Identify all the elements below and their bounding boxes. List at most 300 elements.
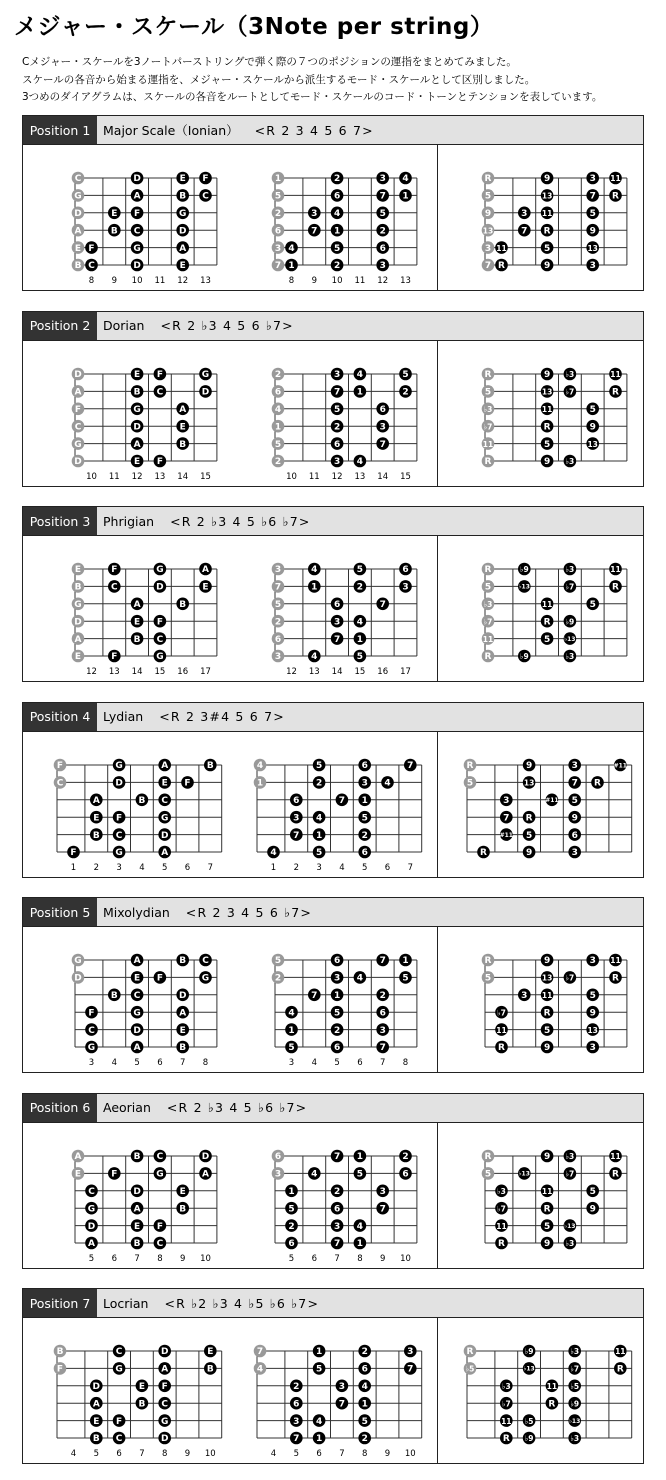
note-label: 6 — [571, 830, 578, 841]
position-diagrams — [23, 927, 643, 1073]
note-label: 5 — [589, 1186, 596, 1197]
position-header — [23, 1094, 643, 1123]
note-label: D — [133, 261, 141, 272]
note-label: D — [133, 1186, 141, 1197]
note-label: R — [543, 226, 551, 237]
fret-number: 8 — [157, 1253, 163, 1264]
note-label: 1 — [333, 991, 341, 1001]
note-label: 5 — [484, 973, 492, 984]
note-label: 3 — [333, 617, 341, 628]
note-label: ♭3 — [565, 1238, 575, 1248]
degree-diagram — [272, 172, 417, 286]
note-label: 7 — [521, 226, 528, 237]
fret-number: 11 — [154, 276, 166, 286]
note-label: A — [133, 1203, 141, 1214]
note-label: F — [111, 565, 118, 576]
note-label: 11 — [610, 1151, 621, 1161]
fret-number: 12 — [177, 276, 189, 286]
fret-number: 2 — [93, 862, 100, 873]
note-label: 7 — [274, 582, 282, 593]
note-label: 2 — [333, 1025, 341, 1036]
note-label: 5 — [315, 1364, 323, 1375]
note-label: 11 — [610, 956, 621, 966]
fret-number: 12 — [377, 276, 389, 286]
note-label: 5 — [466, 778, 474, 789]
note-label: A — [202, 1169, 209, 1180]
note-label: 5 — [361, 812, 368, 823]
note-label: 3 — [589, 956, 596, 967]
note-label: R — [594, 778, 601, 789]
note-label: 11 — [541, 404, 553, 414]
note-label: B — [179, 956, 187, 967]
note-label: C — [88, 261, 95, 272]
fret-number: 8 — [202, 1058, 209, 1068]
note-label: C — [202, 191, 209, 202]
note-label: 3 — [293, 1416, 300, 1427]
note-label: R — [612, 191, 619, 202]
note-label: 1 — [288, 1025, 295, 1036]
note-label: E — [179, 421, 186, 432]
note-label: G — [115, 1364, 123, 1375]
fret-number: 15 — [154, 667, 166, 677]
note-label: ♭9 — [524, 1434, 534, 1444]
fret-number: 16 — [377, 667, 389, 677]
note-label: 7 — [407, 1364, 414, 1375]
note-label: 2 — [379, 226, 386, 237]
fret-number: 3 — [316, 862, 322, 873]
degree-diagram — [272, 367, 417, 481]
note-label: 7 — [484, 261, 492, 272]
note-label: ♭3 — [497, 1186, 506, 1196]
note-label: 3 — [293, 812, 300, 823]
note-diagram — [72, 367, 217, 481]
note-label: 3 — [521, 209, 528, 219]
note-label: 5 — [543, 243, 551, 254]
note-label: 7 — [589, 191, 596, 202]
note-label: F — [88, 1008, 95, 1019]
note-label: 2 — [379, 991, 386, 1001]
note-label: E — [134, 369, 141, 380]
note-label: 11 — [541, 209, 553, 218]
note-label: 2 — [333, 1186, 341, 1197]
note-label: 9 — [543, 1238, 551, 1249]
mode-name: Locrian — [103, 1295, 149, 1311]
fretboard-diagrams — [23, 927, 643, 1073]
note-label: ♭13 — [564, 1222, 576, 1230]
note-label: 6 — [361, 1364, 368, 1375]
note-label: ♭9 — [519, 652, 529, 662]
fret-number: 12 — [286, 667, 297, 677]
note-label: 1 — [274, 174, 282, 185]
note-label: B — [56, 1347, 64, 1358]
note-label: ♭7 — [565, 1169, 575, 1179]
fret-number: 10 — [400, 1253, 411, 1264]
intro-text — [22, 54, 602, 107]
note-label: ♭3 — [565, 369, 575, 379]
note-label: B — [92, 830, 100, 841]
note-label: 4 — [356, 973, 364, 984]
note-label: E — [134, 617, 141, 628]
note-label: F — [116, 812, 123, 823]
note-label: R — [484, 174, 492, 185]
note-label: 1 — [315, 1434, 323, 1445]
fret-number: 9 — [184, 1449, 191, 1459]
note-label: ♭5 — [465, 1364, 475, 1374]
note-label: 7 — [274, 261, 282, 272]
fret-number: 5 — [161, 862, 168, 873]
fret-number: 7 — [207, 862, 214, 873]
note-label: 9 — [543, 1043, 551, 1054]
note-label: A — [133, 191, 141, 202]
note-label: B — [110, 226, 118, 237]
note-label: ♭7 — [483, 617, 493, 627]
note-label: 13 — [541, 191, 553, 201]
position-header — [23, 703, 643, 732]
note-label: ♭3 — [483, 404, 493, 414]
note-label: 3 — [333, 1221, 341, 1232]
intro-line: スケールの各音から始まる運指を、メジャー・スケールから派生するモード・スケールとして区別しました。 — [22, 73, 536, 86]
note-label: 11 — [541, 1186, 553, 1196]
interval-diagram — [464, 1345, 632, 1445]
note-label: F — [156, 617, 163, 628]
note-label: 6 — [274, 226, 282, 237]
note-label: C — [56, 778, 64, 789]
intro-line: 3つめのダイアグラムは、スケールの各音をルートとしてモード・スケールのコード・トーンとテンションを表しています。 — [22, 91, 603, 103]
fret-number: 13 — [354, 471, 366, 482]
note-label: B — [133, 634, 141, 645]
fret-number: 10 — [286, 471, 297, 482]
note-label: C — [115, 1434, 123, 1445]
note-label: 2 — [333, 174, 341, 185]
note-label: 11 — [541, 991, 553, 1000]
note-label: G — [201, 369, 210, 380]
position-diagrams — [23, 341, 643, 487]
note-diagram — [54, 758, 222, 872]
fret-number: 5 — [134, 1058, 140, 1068]
note-label: D — [201, 387, 210, 398]
note-label: E — [138, 1382, 145, 1392]
fret-number: 10 — [204, 1449, 216, 1459]
note-label: C — [156, 1238, 164, 1249]
fret-number: 2 — [293, 862, 300, 873]
mode-formula: <R 2 3#4 5 6 7> — [159, 709, 285, 724]
note-label: 5 — [543, 439, 551, 450]
note-label: 6 — [333, 600, 341, 610]
fret-number: 13 — [200, 276, 211, 286]
fret-number: 7 — [334, 1253, 340, 1264]
note-label: D — [156, 582, 164, 593]
note-label: E — [134, 973, 141, 984]
note-label: E — [207, 1347, 214, 1358]
note-label: C — [115, 830, 123, 841]
interval-diagram — [482, 172, 627, 272]
note-label: 11 — [482, 634, 494, 644]
position-diagrams — [23, 536, 643, 682]
note-label: 6 — [333, 956, 341, 967]
note-label: 2 — [274, 617, 282, 628]
fretboard-diagrams — [23, 732, 643, 878]
note-label: 5 — [274, 439, 282, 450]
note-label: 5 — [543, 1221, 551, 1232]
note-label: 2 — [356, 582, 364, 593]
fret-number: 6 — [157, 1058, 163, 1068]
note-label: 11 — [482, 439, 494, 449]
fret-number: 3 — [88, 1058, 95, 1068]
mode-name: Major Scale（Ionian） — [103, 123, 239, 138]
fret-number: 10 — [331, 276, 343, 286]
note-label: ♭9 — [519, 565, 529, 575]
fret-number: 8 — [88, 276, 95, 286]
fret-number: 6 — [384, 862, 391, 873]
mode-name: Aeorian — [103, 1100, 151, 1115]
note-label: F — [56, 760, 64, 771]
fret-number: 11 — [108, 471, 120, 482]
note-label: C — [156, 387, 164, 398]
note-label: E — [93, 1416, 100, 1427]
note-label: F — [202, 174, 209, 185]
position-header — [23, 312, 643, 341]
fret-number: 4 — [270, 1449, 277, 1459]
note-label: E — [74, 1169, 82, 1180]
note-label: 9 — [589, 226, 596, 237]
note-label: G — [179, 209, 187, 219]
note-label: 4 — [311, 1169, 318, 1180]
position-header — [23, 507, 643, 536]
note-label: 7 — [571, 778, 578, 789]
note-label: A — [74, 226, 82, 237]
note-label: D — [74, 209, 82, 219]
note-label: 1 — [356, 387, 364, 398]
fret-number: 4 — [339, 862, 345, 873]
note-label: E — [111, 209, 118, 219]
note-label: 5 — [402, 973, 409, 984]
fret-number: 14 — [377, 471, 389, 482]
note-label: 5 — [288, 1203, 295, 1214]
fret-number: 6 — [111, 1253, 118, 1264]
note-label: ♭3 — [570, 1347, 580, 1357]
note-label: R — [484, 956, 492, 967]
note-label: R — [612, 973, 619, 984]
note-label: B — [133, 1238, 141, 1249]
note-label: A — [133, 600, 141, 610]
fret-number: 8 — [161, 1449, 168, 1459]
fret-number: 4 — [70, 1449, 77, 1459]
mode-formula: <R 2 ♭3 4 5 ♭6 ♭7> — [166, 1100, 308, 1115]
note-label: 3 — [589, 174, 596, 185]
note-label: 2 — [315, 778, 323, 789]
note-label: R — [484, 456, 492, 467]
note-label: 4 — [333, 209, 341, 219]
note-label: 13 — [482, 226, 494, 236]
note-label: G — [74, 600, 82, 610]
note-label: 7 — [338, 795, 346, 806]
note-label: 13 — [541, 973, 553, 983]
note-label: ♭7 — [497, 1008, 506, 1018]
note-label: 1 — [311, 582, 318, 593]
note-label: A — [133, 1043, 141, 1054]
interval-diagram — [482, 954, 627, 1054]
note-label: 2 — [274, 456, 282, 467]
note-label: B — [206, 760, 214, 771]
position-label: Position 6 — [23, 1094, 97, 1122]
note-label: C — [156, 1151, 164, 1162]
note-label: E — [179, 261, 186, 272]
fret-number: 7 — [339, 1449, 345, 1459]
note-label: 3 — [379, 1025, 386, 1036]
mode-name: Phrigian — [103, 513, 155, 529]
note-label: 1 — [274, 421, 282, 432]
note-label: B — [206, 1364, 214, 1375]
note-label: 6 — [402, 1169, 409, 1180]
note-label: 3 — [274, 565, 282, 576]
note-label: 4 — [402, 174, 409, 185]
note-label: F — [156, 973, 163, 984]
note-label: C — [88, 1025, 95, 1036]
fret-number: 6 — [357, 1058, 363, 1068]
note-diagram — [54, 1345, 222, 1459]
note-label: 5 — [571, 795, 578, 806]
note-label: 7 — [293, 1434, 300, 1445]
degree-diagram — [272, 563, 417, 677]
note-label: 5 — [333, 243, 341, 254]
note-label: ♭3 — [565, 652, 575, 662]
note-label: 3 — [571, 760, 578, 771]
note-label: 3 — [379, 1186, 386, 1197]
note-label: 5 — [543, 1025, 551, 1036]
note-label: 6 — [361, 847, 368, 858]
note-label: 1 — [288, 261, 295, 272]
note-label: F — [184, 778, 191, 789]
note-label: ♭7 — [565, 973, 575, 983]
position-header — [23, 116, 643, 145]
note-label: R — [612, 582, 619, 593]
note-label: ♭7 — [497, 1203, 506, 1213]
note-label: B — [179, 600, 187, 610]
fret-number: 6 — [316, 1449, 322, 1459]
note-label: 7 — [311, 226, 318, 237]
mode-formula: <R ♭2 ♭3 4 ♭5 ♭6 ♭7> — [164, 1295, 320, 1311]
fret-number: 7 — [179, 1058, 186, 1068]
note-label: C — [133, 991, 141, 1001]
position-label: Position 5 — [23, 898, 97, 926]
fret-number: 15 — [354, 667, 366, 677]
fretboard-diagrams — [23, 536, 643, 682]
note-label: 5 — [333, 1008, 341, 1019]
fret-number: 17 — [400, 667, 411, 677]
note-label: R — [612, 387, 619, 398]
note-label: ♭7 — [501, 1399, 511, 1409]
note-label: 3 — [274, 652, 282, 663]
note-label: 1 — [315, 830, 323, 841]
note-label: 9 — [589, 1203, 596, 1214]
note-label: 5 — [333, 404, 341, 415]
note-label: G — [133, 404, 141, 415]
fret-number: 8 — [402, 1058, 409, 1068]
note-label: 2 — [274, 973, 282, 984]
note-label: 5 — [589, 991, 596, 1001]
note-label: 4 — [288, 243, 295, 254]
note-label: 9 — [543, 456, 551, 467]
fret-number: 13 — [154, 471, 166, 482]
note-label: D — [201, 1151, 210, 1162]
note-label: 11 — [501, 1416, 512, 1426]
note-label: G — [133, 243, 141, 254]
note-label: 3 — [274, 1169, 282, 1180]
note-label: 5 — [589, 600, 596, 610]
note-label: D — [74, 973, 82, 984]
note-label: F — [88, 243, 95, 254]
fret-number: 15 — [400, 471, 411, 482]
note-label: 5 — [484, 1169, 492, 1180]
note-label: D — [178, 991, 187, 1001]
note-label: F — [111, 1169, 118, 1180]
note-label: 6 — [293, 1399, 300, 1410]
mode-formula: <R 2 3 4 5 6 ♭7> — [185, 904, 313, 920]
note-label: 13 — [587, 439, 598, 449]
note-label: C — [161, 795, 169, 806]
note-label: ♭9 — [565, 617, 575, 627]
note-label: 9 — [589, 1008, 596, 1019]
position-header — [23, 1289, 643, 1318]
note-label: 7 — [379, 956, 386, 967]
note-label: R — [502, 1434, 510, 1445]
position-label: Position 2 — [23, 312, 97, 340]
fret-number: 13 — [400, 276, 411, 286]
note-label: 5 — [543, 634, 551, 645]
note-label: C — [161, 1399, 169, 1410]
note-label: ♭9 — [570, 1399, 580, 1409]
note-label: 1 — [361, 1399, 368, 1410]
note-label: D — [92, 1382, 101, 1392]
note-label: R — [548, 1399, 556, 1410]
fret-number: 10 — [200, 1253, 211, 1264]
fret-number: 3 — [288, 1058, 295, 1068]
note-label: 6 — [402, 565, 409, 576]
note-label: R — [543, 1203, 551, 1214]
interval-diagram — [482, 563, 627, 663]
note-label: 1 — [402, 956, 409, 967]
note-label: 5 — [379, 209, 386, 219]
note-label: 7 — [333, 1238, 341, 1249]
note-label: 4 — [384, 778, 391, 789]
note-label: 11 — [610, 565, 621, 575]
note-label: 11 — [610, 174, 621, 184]
note-label: 9 — [543, 261, 551, 272]
note-label: E — [161, 778, 168, 789]
note-label: R — [498, 261, 505, 272]
note-label: 13 — [587, 1025, 598, 1035]
fret-number: 12 — [331, 471, 343, 482]
note-label: 7 — [311, 991, 318, 1001]
note-label: 2 — [288, 1221, 295, 1232]
fret-number: 14 — [331, 667, 343, 677]
note-label: 9 — [543, 956, 551, 967]
note-label: 3 — [311, 209, 318, 219]
fret-number: 17 — [200, 667, 211, 677]
note-label: F — [56, 1364, 64, 1375]
note-label: 11 — [496, 1221, 507, 1231]
note-label: ♭3 — [570, 1434, 580, 1444]
note-label: 9 — [543, 1151, 551, 1162]
note-label: 6 — [333, 1203, 341, 1214]
mode-name: Lydian — [103, 709, 144, 724]
note-label: 3 — [338, 1382, 346, 1392]
note-label: 4 — [274, 404, 282, 415]
note-label: G — [87, 1043, 96, 1054]
note-label: R — [484, 565, 492, 576]
position-section — [22, 897, 644, 1073]
note-label: 5 — [589, 209, 596, 219]
